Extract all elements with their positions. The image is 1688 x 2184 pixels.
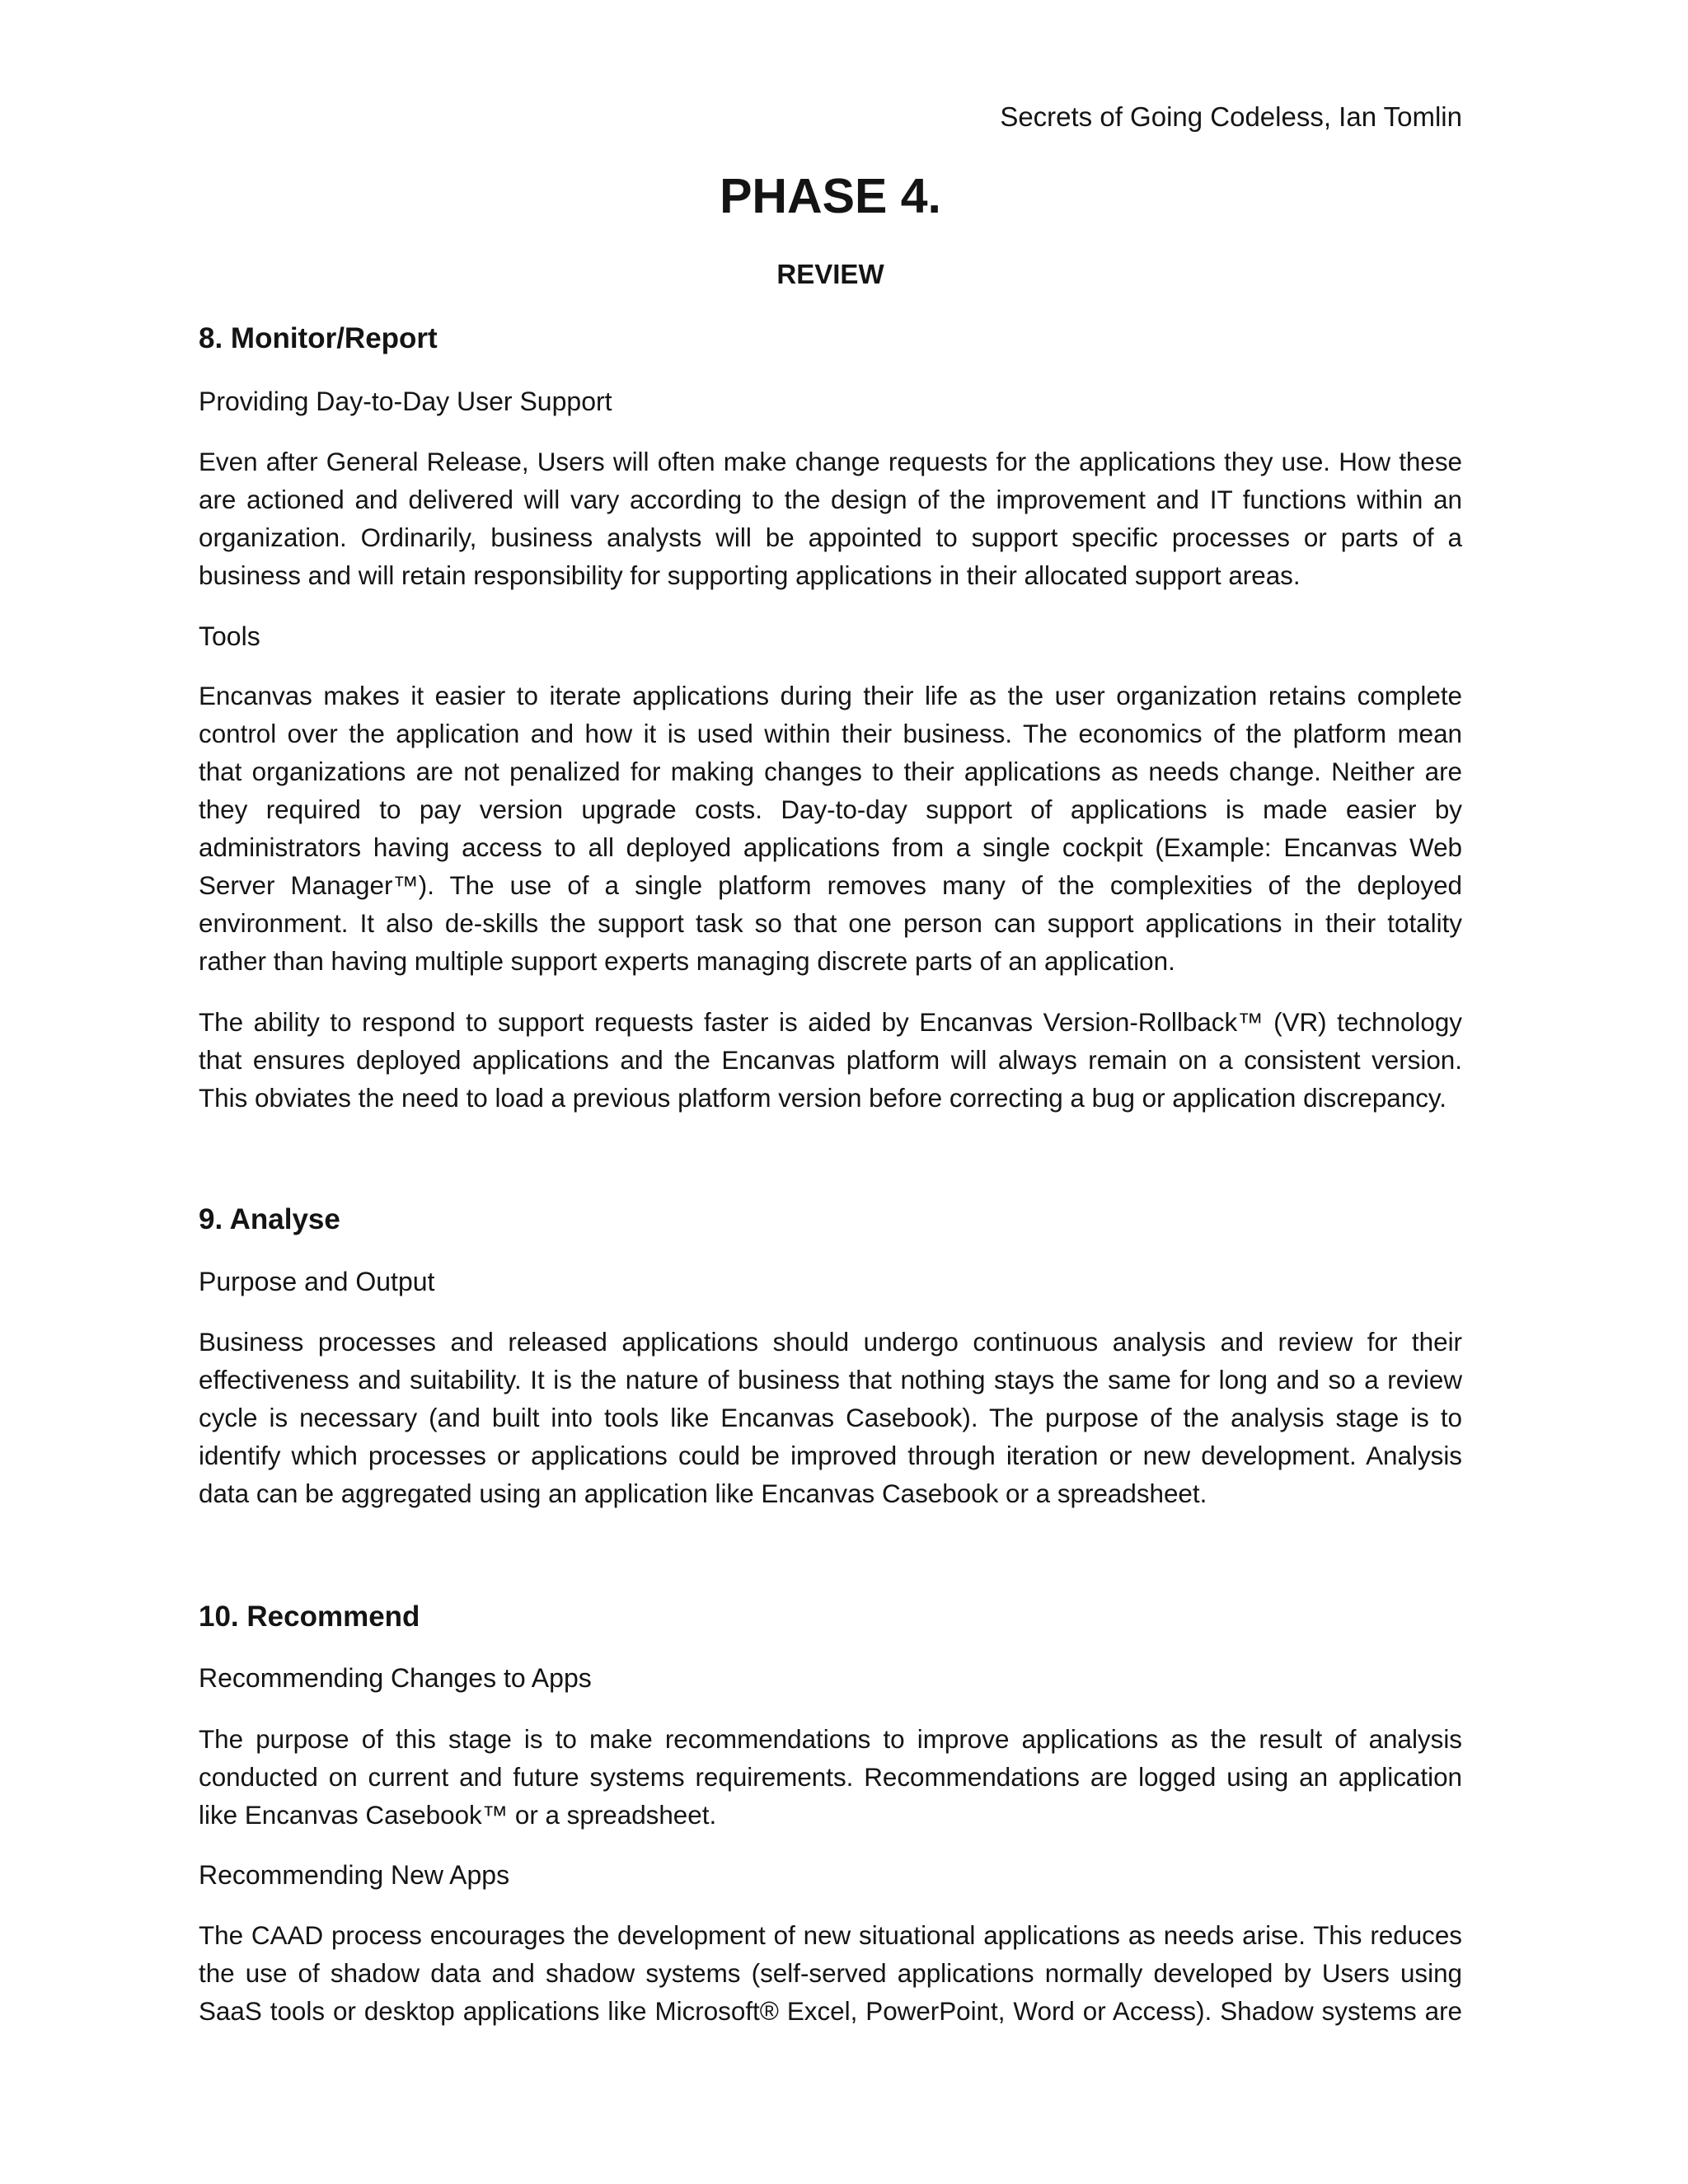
paragraph-line: The purpose of this stage is to make recommendations to improve applications as the result of analysis <box>199 1725 1462 1754</box>
paragraph-line: like Encanvas Casebook™ or a spreadsheet. <box>199 1801 717 1830</box>
paragraph-line: data can be aggregated using an application like Encanvas Casebook or a spreadsheet. <box>199 1479 1207 1508</box>
paragraph-line: Server Manager™). The use of a single platform removes many of the complexities of the deployed <box>199 871 1462 900</box>
paragraph-line: that ensures deployed applications and the Encanvas platform will always remain on a consistent version. <box>199 1046 1462 1075</box>
paragraph-line: Business processes and released applications should undergo continuous analysis and review for their <box>199 1328 1462 1357</box>
paragraph-line: control over the application and how it is used within their business. The economics of the platform mean <box>199 719 1462 748</box>
document-page <box>199 0 1462 2184</box>
paragraph-recommend-changes <box>199 1721 1462 1835</box>
paragraph-version-rollback <box>199 1004 1462 1118</box>
paragraph-recommend-new-apps <box>199 1917 1462 2031</box>
paragraph-line: they required to pay version upgrade costs. Day-to-day support of applications is made easier by <box>199 795 1462 824</box>
paragraph-line: SaaS tools or desktop applications like Microsoft® Excel, PowerPoint, Word or Access). Shadow systems are <box>199 1997 1462 2026</box>
phase-title: PHASE 4. <box>720 169 941 223</box>
subheading-day-to-day-support: Providing Day-to-Day User Support <box>199 387 612 416</box>
paragraph-change-requests <box>199 443 1462 595</box>
section-heading-recommend: 10. Recommend <box>199 1601 420 1633</box>
paragraph-line: environment. It also de-skills the support task so that one person can support applications in their totality <box>199 909 1462 938</box>
paragraph-line: conducted on current and future systems requirements. Recommendations are logged using an application <box>199 1763 1462 1792</box>
paragraph-line: that organizations are not penalized for making changes to their applications as needs change. Neither are <box>199 757 1462 786</box>
section-heading-monitor-report: 8. Monitor/Report <box>199 322 438 354</box>
subheading-tools: Tools <box>199 621 260 651</box>
paragraph-tools <box>199 677 1462 981</box>
paragraph-analysis <box>199 1324 1462 1513</box>
paragraph-line: identify which processes or applications could be improved through iteration or new development. Analysis <box>199 1441 1462 1470</box>
paragraph-line: administrators having access to all deployed applications from a single cockpit (Example: Encanvas Web <box>199 833 1462 862</box>
subheading-new-apps: Recommending New Apps <box>199 1860 510 1890</box>
paragraph-line: are actioned and delivered will vary according to the design of the improvement and IT functions within an <box>199 485 1462 514</box>
paragraph-line: This obviates the need to load a previous platform version before correcting a bug or application discrepancy. <box>199 1084 1447 1113</box>
section-heading-analyse: 9. Analyse <box>199 1203 340 1235</box>
subheading-changes-to-apps: Recommending Changes to Apps <box>199 1663 592 1693</box>
phase-subtitle: REVIEW <box>776 259 884 289</box>
subheading-purpose-output: Purpose and Output <box>199 1267 435 1296</box>
paragraph-line: effectiveness and suitability. It is the nature of business that nothing stays the same for long and so a review <box>199 1366 1462 1394</box>
paragraph-line: Encanvas makes it easier to iterate applications during their life as the user organization retains complete <box>199 682 1462 710</box>
paragraph-line: Even after General Release, Users will often make change requests for the applications they use. How these <box>199 448 1462 476</box>
running-header: Secrets of Going Codeless, Ian Tomlin <box>1000 101 1462 132</box>
paragraph-line: rather than having multiple support experts managing discrete parts of an application. <box>199 947 1175 976</box>
paragraph-line: the use of shadow data and shadow systems (self-served applications normally developed by Users using <box>199 1959 1462 1988</box>
paragraph-line: organization. Ordinarily, business analysts will be appointed to support specific processes or parts of a <box>199 523 1462 552</box>
paragraph-line: The CAAD process encourages the development of new situational applications as needs arise. This reduces <box>199 1921 1462 1950</box>
paragraph-line: business and will retain responsibility for supporting applications in their allocated support areas. <box>199 561 1301 590</box>
paragraph-line: cycle is necessary (and built into tools like Encanvas Casebook). The purpose of the analysis stage is to <box>199 1404 1462 1432</box>
paragraph-line: The ability to respond to support requests faster is aided by Encanvas Version-Rollback™ (VR) technology <box>199 1008 1462 1037</box>
